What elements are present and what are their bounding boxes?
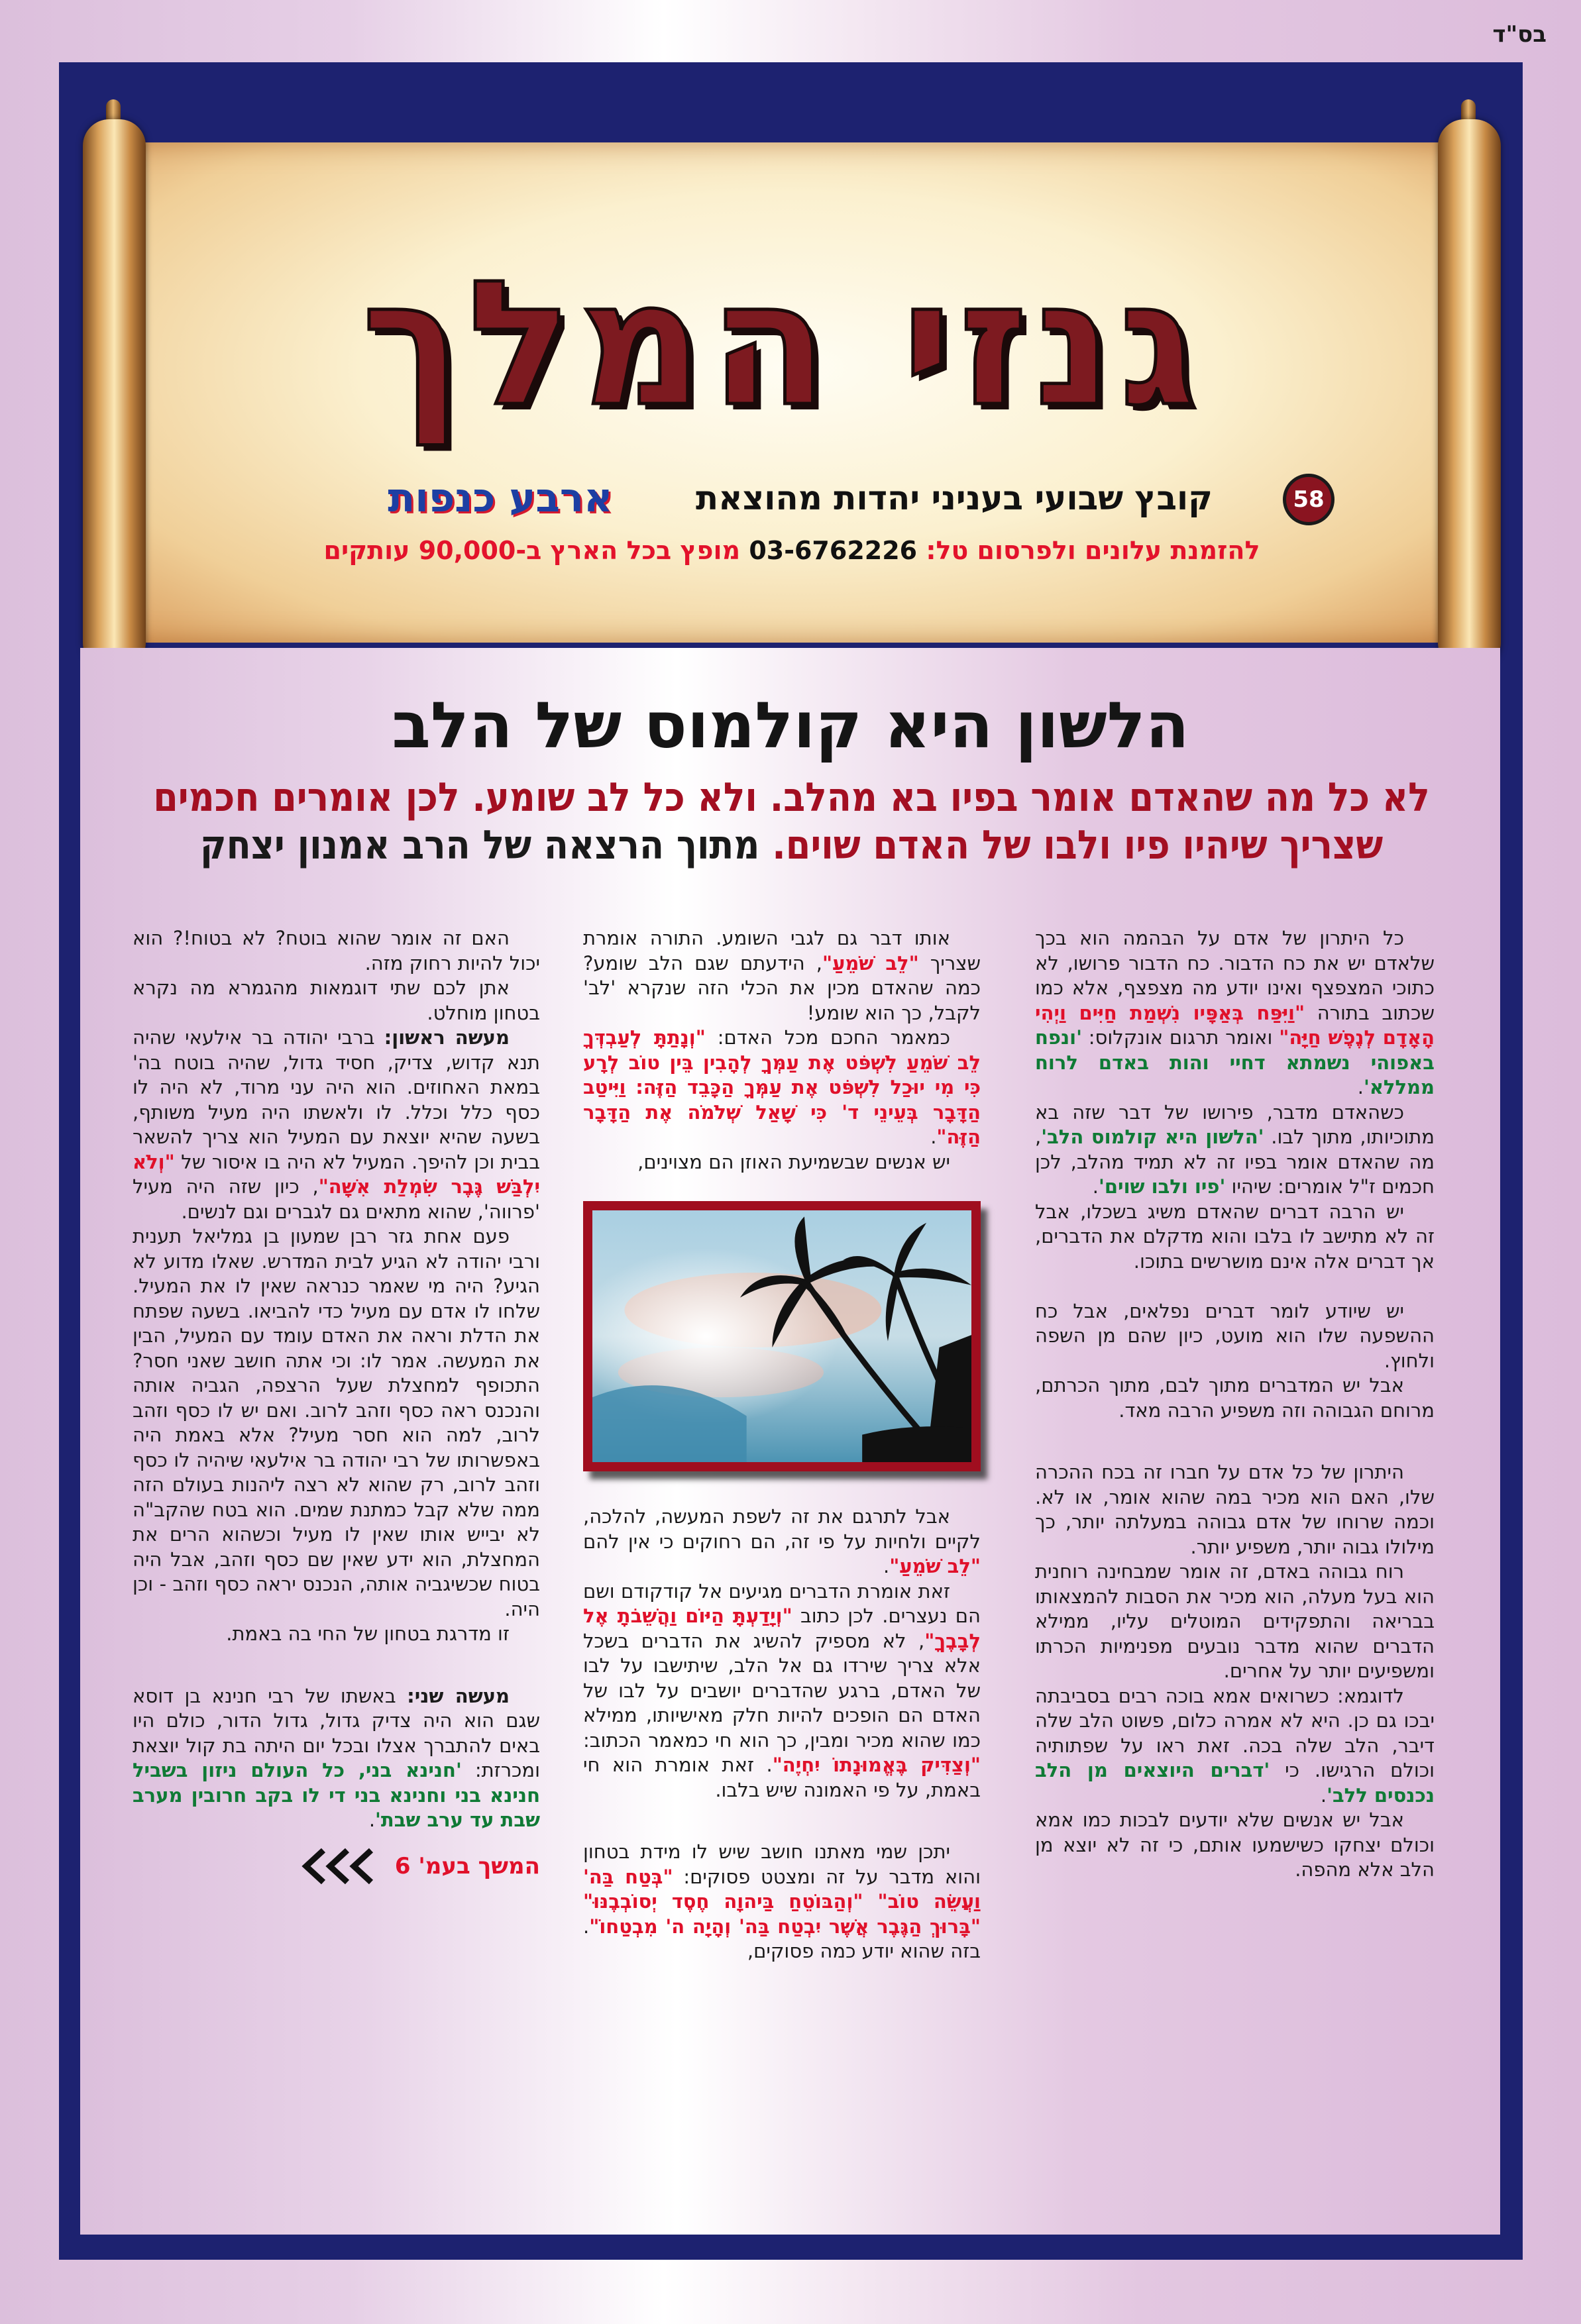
column-left-stack [133, 926, 540, 1886]
text-run: לדוגמא: כשרואים אמא בוכה רבים בסביבתה יבכו גם כן. היא לא אמרה כלום, פשוט הלב שלה דיבר, הלב שלה בכה. זאת ראו על שפתותיה וכולם הרגישו. כי [1035, 1684, 1435, 1781]
text-run: , לא מספיק להשיג את הדברים בשכל אלא צריך שירדו גם אל הלב, שיתישבו על לבו של האדם, ברגע שהדברים יושבים על לבו של האדם הם הופכים להיות חלק מאישיותו, ממילא כמו שהוא מכיר ומבין, כך הוא חי כמאמר הכתוב: [583, 1629, 981, 1752]
contact-text [324, 536, 1260, 565]
publisher-logo-text: ארבע כנפות [388, 475, 613, 521]
text-run: האם זה אומר שהוא בוטח? לא בטוח!? הוא יכול להיות רחוק מזה. [133, 927, 540, 975]
text-run: ואומר תרגום אונקלוס: [1081, 1026, 1280, 1049]
paragraph [1035, 926, 1435, 1100]
publisher-logo [371, 472, 629, 525]
contact-line [199, 533, 1385, 568]
quote-sages: 'חנינא בני, כל העולם ניזון בשביל חנינא בני וחנינא בני די לו בקב חרובין מערב שבת עד ערב שבת' [133, 1759, 540, 1831]
article-title [199, 682, 1382, 768]
text-run: יש שיודע לומר דברים נפלאים, אבל כח ההשפעה שלו הוא מועט, כיון שהם מן השפה ולחוץ. [1035, 1299, 1435, 1372]
tagline [636, 474, 1272, 523]
text-run: יש הרבה דברים שהאדם משיג בשכלו, אבל זה לא מתישב לו בלבו והוא מדקלם את הדברים, אך דברים אלה אינם מושרשים בתוכו. [1035, 1200, 1435, 1273]
subtitle-text [153, 774, 1430, 869]
column-left [133, 926, 540, 1833]
subtitle-credit: מתוך הרצאה של הרב אמנון יצחק [199, 822, 760, 869]
bsd-header: בס"ד [1492, 21, 1547, 48]
text-run: יש אנשים שבשמיעת האוזן הם מצוינים, [637, 1150, 950, 1173]
paragraph [1035, 1373, 1435, 1423]
text-run: רוח גבוהה באדם, זה אומר שמבחינה רוחנית הוא בעל מעלה, הוא מכיר את הסבות להמצאותו בבריאה והתפקידים המוטלים עליו, ממילא הדברים שהוא מדבר נובעים מפנימיות הכרתו ומשפיעים יותר על אחרים. [1035, 1560, 1435, 1682]
text-run: . זאת אומרת הוא חי באמת, על פי האמונה שיש בלבו. [583, 1754, 981, 1801]
paragraph [133, 976, 540, 1026]
quote-sages: 'ונפח באפוהי נשמתא דחיי והות באדם לרוח ממללא' [1035, 1026, 1435, 1098]
subtitle-red: שצריך שיהיו פיו ולבו של האדם שוים. [772, 822, 1384, 869]
text-run: . [1320, 1783, 1327, 1807]
text-run: זאת אומרת הדברים מגיעים אל קודקודם ושם הם נעצרים. לכן כתוב [583, 1579, 981, 1627]
paragraph [1035, 1299, 1435, 1374]
text-run: . [883, 1555, 890, 1577]
story-heading: מעשה ראשון: [384, 1026, 510, 1049]
text-run: . [1357, 1076, 1364, 1098]
text-run: כשהאדם מדבר, פירושו של דבר שזה בא מתוכיותו, מתוך לבו. [1035, 1100, 1435, 1148]
text-run: פעם אחת גזר רבן שמעון בן גמליאל תענית ורבי יהודה לא הגיע לבית המדרש. שאלו מדוע לא הגיע? היה מי שאמר כנראה שאין לו את המעיל. שלחו לו אדם עם מעיל כדי להביאו. בשעה שפתח את הדלת וראה את האדם עומד עם המעיל, הבין את המעשה. אמר לו: וכי אתה חושב שאני חסר? התכופף למחצלת שעל הרצפה, הגביה אותה והנכנס ראה כסף וזהב לרוב. ואם יש לו כסף וזהב לרוב, למה הוא חסר מעיל? אלא באמת היה באפשרותו של רבי יהודה בר אילעאי שיהיה לו כסף וזהב לרוב, רק שהוא לא רצה ליהנות בעולם הזה ממה שלא קבל כמתנת שמים. הוא בטח שהקב"ה לא יבייש אותו שאין לו מעיל וכשהוא הרים את המחצלת, הוא ידע שאין שם כסף וזהב, אבל היה בטוח שכשיגביה אותה, הנכנס יראה כסף וזהב - וכן היה. [133, 1225, 540, 1620]
paragraph [1035, 1100, 1435, 1200]
paragraph [1035, 1559, 1435, 1684]
masthead-title: גנזי המלך [361, 244, 1203, 445]
paragraph [1035, 1200, 1435, 1275]
paragraph [583, 1026, 981, 1150]
tagline-text: קובץ שבועי בעניני יהדות מהוצאת [696, 479, 1213, 517]
paragraph [583, 926, 981, 1026]
subtitle-line1: לא כל מה שהאדם אומר בפיו בא מהלב. ולא כל לב שומע. לכן אומרים חכמים [153, 774, 1430, 821]
text-run: יתכן שמי מאתנו חושב שיש לו מידת בטחון והוא מדבר על זה ומצטט פסוקים: [583, 1840, 981, 1888]
text-run: . בזה שהוא יודע כמה פסוקים, [583, 1915, 981, 1962]
text-run: , כיון שזה היה מעיל 'פרווה', שהוא מתאים גם לגברים וגם לנשים. [133, 1175, 540, 1223]
quote-sages: 'פיו ולבו שוים' [1098, 1175, 1226, 1198]
contact-prefix: להזמנת עלונים ולפרסום טל: [926, 536, 1260, 565]
column-middle-top [583, 926, 981, 1175]
text-run: ברבי יהודה בר אילעאי שהיה תנא קדוש, צדיק, חסיד גדול, שהיה בוטח בה' במאת האחוזים. הוא היה עני מרוד, לא היה לו כסף כלל וכלל. לו ולאשתו היה מעיל משותף, בשעה שהיא יוצאת עם המעיל הוא צריך להשאר בבית וכן להיפך. המעיל לא היה בו איסור של [133, 1026, 540, 1173]
article-subtitle [135, 774, 1448, 869]
paragraph [1035, 1684, 1435, 1809]
column-right [1035, 926, 1435, 1883]
paragraph [583, 1150, 981, 1175]
text-run: . [930, 1126, 937, 1148]
continued-label[interactable]: המשך בעמ' 6 [394, 1852, 540, 1879]
paragraph [133, 1224, 540, 1622]
paragraph [133, 1026, 540, 1224]
text-run: אבל יש אנשים שלא יודעים לבכות כמו אמא וכולם יצחקו כשישמעו אותם, כי זה לא יוצא מן הלב אלא מהפה. [1035, 1809, 1435, 1881]
text-run: אותו דבר גם לגבי השומע. התורה אומרת שצריך [583, 927, 981, 975]
quote-verse: "וְלֹא יִלְבַּשׁ גֶּבֶר שִׂמְלַת אִשָּׁה" [133, 1150, 540, 1198]
palm-trees-image [592, 1210, 971, 1462]
paragraph [133, 1684, 540, 1833]
issue-number-badge: 58 [1283, 474, 1335, 525]
text-run: היתרון של כל אדם על חברו זה בכח ההכרה שלו, האם הוא מכיר במה שהוא אומר, או לא. וכמה שרוחו של אדם גבוהה במעלתה יותר, כך מילולו גבוה יותר, משפיע יותר. [1035, 1461, 1435, 1558]
paragraph [1035, 1460, 1435, 1559]
article-title-text: הלשון היא קולמוס של הלב [392, 688, 1189, 763]
triple-chevron-left-icon [301, 1848, 380, 1885]
quote-verse: "בְּטַח בַּה' וַעֲשֵׂה טוֹב" "וְהַבּוֹטֵחַ בַּיהוָה חֶסֶד יְסוֹבְבֶנּוּ" "בָּרוּךְ הַגֶּבֶר אֲשֶׁר יִבְטַח בַּה' וְהָיָה ה' מִבְטַחוֹ" [583, 1865, 981, 1938]
text-run: כמאמר החכם מכל האדם: [705, 1026, 950, 1049]
text-run: אבל יש המדברים מתוך לבם, מתוך הכרתם, מרוחם הגבוהה וזה משפיע הרבה מאד. [1035, 1374, 1435, 1422]
paragraph [133, 926, 540, 976]
scroll-roll-left [83, 119, 146, 669]
quote-verse: "וְנָתַתָּ לְעַבְדְּךָ לֵב שֹׁמֵעַ לִשְׁפֹּט אֶת עַמְּךָ לְהָבִין בֵּין טוֹב לְרָע כִּי מִי יוּכַל לִשְׁפֹּט אֶת עַמְּךָ הַכָּבֵד הַזֶּה: וַיִּיטַב הַדָּבָר בְּעֵינֵי ד' כִּי שָׁאַל שְׁלֹמֹה אֶת הַדָּבָר הַזֶּה" [583, 1026, 981, 1148]
scroll-roll-right [1438, 119, 1501, 669]
text-run: אתן לכם שתי דוגמאות מהגמרא מה נקרא בטחון מוחלט. [133, 977, 540, 1024]
column-middle [583, 926, 981, 1964]
text-run: באשתו של רבי חנינא בן דוסא שגם הוא היה צדיק גדול, גדול הדור, כולם היו באים להתברך אצלו ובכל יום היתה בת קול יוצאת ומכרזת: [133, 1684, 540, 1781]
quote-sages: 'הלשון היא קולמוס הלב' [1041, 1126, 1264, 1148]
quote-verse: "וְצַדִּיק בֶּאֱמוּנָתוֹ יִחְיֶה" [772, 1754, 981, 1776]
column-middle-bottom [583, 1505, 981, 1964]
contact-suffix: מופץ בכל הארץ ב-90,000 עותקים [323, 536, 741, 565]
paragraph [583, 1840, 981, 1964]
quote-verse: "וַיִּפַּח בְּאַפָּיו נִשְׁמַת חַיִּים וַיְהִי הָאָדָם לְנֶפֶשׁ חַיָּה" [1035, 1001, 1435, 1049]
palm-trees-photo [583, 1201, 981, 1471]
quote-verse: "לֵב שֹׁמֵעַ" [822, 951, 919, 975]
text-run: , הידעתם שגם הלב שומע? כמה שהאדם מכין את הכלי הזה שנקרא 'לב' לקבל, כך הוא שומע! [583, 951, 981, 1024]
paragraph [583, 1505, 981, 1579]
text-run: . [368, 1809, 376, 1831]
text-run: , מה שהאדם אומר בפיו זה לא תמיד מהלב, לכן חכמים ז"ל אומרים: שיהיו [1035, 1126, 1435, 1198]
quote-verse: "לֵב שֹׁמֵעַ" [889, 1555, 981, 1577]
continued-on-page[interactable] [133, 1846, 540, 1886]
text-run: . [1092, 1175, 1099, 1198]
story-heading: מעשה שני: [407, 1684, 510, 1707]
paragraph [1035, 1808, 1435, 1883]
masthead [207, 219, 1357, 484]
text-run: זו מדרגת בטחון של החי בה באמת. [226, 1622, 510, 1645]
paragraph [133, 1622, 540, 1647]
quote-verse: "וְיָדַעְתָּ הַיּוֹם וַהֲשֵׁבֹתָ אֶל לְבָבֶךָ" [583, 1605, 981, 1652]
quote-sages: 'דברים היוצאים מן הלב נכנסים ללב' [1035, 1759, 1435, 1807]
text-run: כל היתרון של אדם על הבהמה הוא בכך שלאדם יש את כח הדבור. כח הדבור פרושו, לא כתוכי המצפצף ואינו יודע מה מצפצף, אלא כמו שכתוב בתורה [1035, 927, 1435, 1024]
text-run: אבל לתרגם את זה לשפת המעשה, להלכה, לקיים ולחיות על פי זה, הם רחוקים כי אין להם [583, 1505, 981, 1553]
paragraph [583, 1579, 981, 1803]
contact-phone: 03-6762226 [749, 536, 918, 565]
